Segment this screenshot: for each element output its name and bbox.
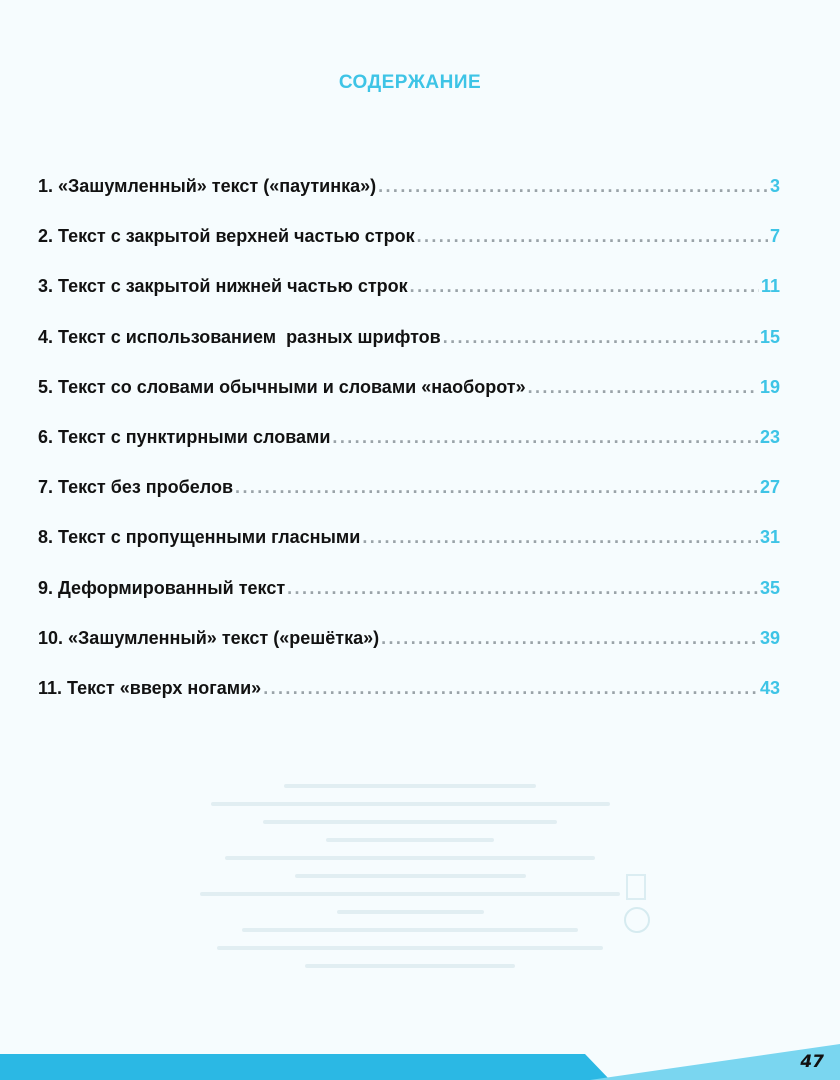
toc-leader-dots	[378, 171, 768, 201]
toc-entry	[38, 221, 780, 271]
toc-leader-dots	[362, 522, 758, 552]
toc-entry-page: 43	[759, 677, 780, 698]
toc-leader-dots	[417, 221, 768, 251]
show-through-text	[200, 770, 620, 968]
toc-entry	[38, 472, 780, 522]
toc-entry	[38, 322, 780, 372]
toc-entry-title: 11. Текст «вверх ногами»	[38, 677, 262, 698]
toc-entry	[38, 271, 780, 321]
toc-entry-page: 7	[769, 226, 780, 247]
toc-entry-page: 3	[769, 176, 780, 196]
toc-entry-page: 11	[760, 276, 780, 297]
toc-entry-page: 27	[759, 477, 780, 498]
toc-entry	[38, 573, 780, 623]
toc-leader-dots	[528, 372, 758, 402]
toc-entry-page: 19	[759, 376, 780, 397]
toc-entry	[38, 522, 780, 572]
toc-entry-title: 3. Текст с закрытой нижней частью строк	[38, 276, 408, 297]
toc-leader-dots	[235, 472, 758, 502]
toc-leader-dots	[443, 322, 758, 352]
toc-entry-title: 9. Деформированный текст	[38, 577, 286, 598]
page-title: СОДЕРЖАНИЕ	[338, 72, 482, 93]
toc-entry-title: 10. «Зашумленный» текст («решётка»)	[38, 627, 380, 648]
toc-entry-page: 35	[759, 577, 780, 598]
toc-entry-page: 23	[759, 426, 780, 447]
toc-leader-dots	[287, 573, 758, 603]
toc-entry-page: 39	[759, 627, 780, 648]
toc-entry-title: 2. Текст с закрытой верхней частью строк	[38, 226, 415, 247]
footer-stripe-shape	[0, 1044, 840, 1080]
show-through-circle-icon	[624, 907, 650, 933]
toc-entry-title: 6. Текст с пунктирными словами	[38, 426, 331, 447]
toc-entry	[38, 623, 780, 673]
show-through-mark-icon	[626, 874, 646, 900]
toc-entry-title: 4. Текст с использованием разных шрифтов	[38, 326, 441, 347]
toc-entry	[38, 422, 780, 472]
footer-band	[0, 1044, 840, 1080]
table-of-contents	[38, 171, 780, 723]
toc-entry-title: 7. Текст без пробелов	[38, 477, 234, 498]
toc-leader-dots	[381, 623, 758, 653]
toc-leader-dots	[332, 422, 758, 452]
toc-entry-page: 15	[759, 326, 780, 347]
toc-entry-page: 31	[759, 527, 780, 548]
page-number: 47	[800, 1052, 824, 1072]
toc-leader-dots	[263, 673, 758, 703]
toc-entry	[38, 372, 780, 422]
toc-entry	[38, 673, 780, 723]
toc-leader-dots	[410, 271, 759, 301]
toc-entry	[38, 171, 780, 221]
toc-entry-title: 8. Текст с пропущенными гласными	[38, 527, 361, 548]
toc-entry-title: 1. «Зашумленный» текст («паутинка»)	[38, 176, 377, 196]
toc-entry-title: 5. Текст со словами обычными и словами «наоборот»	[38, 376, 526, 397]
